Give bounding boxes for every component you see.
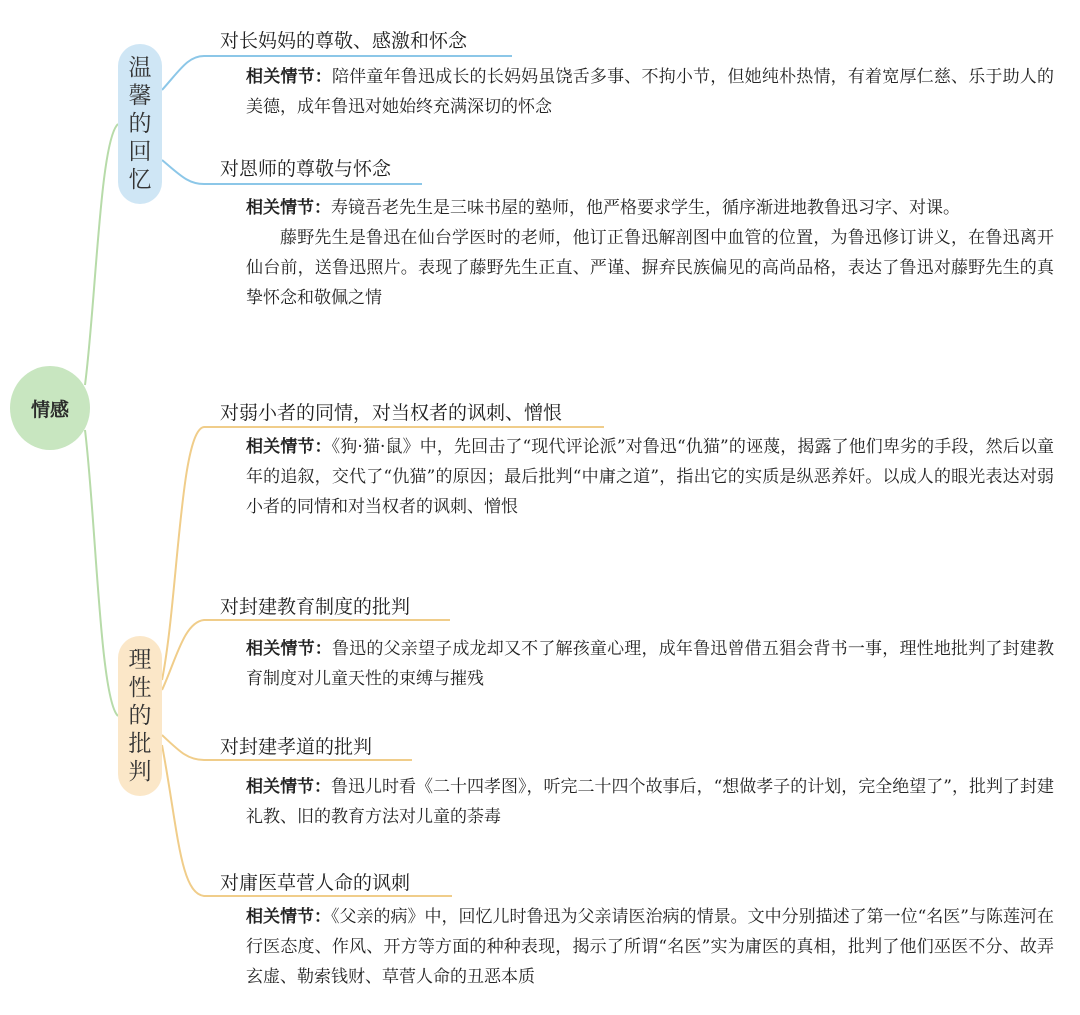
- connector-root-branch-1: [85, 124, 118, 385]
- branch-label-char: 的: [128, 703, 152, 729]
- detail-paragraph: [246, 62, 1054, 122]
- topic-detail: [246, 634, 1054, 694]
- topic-detail: [246, 772, 1054, 832]
- detail-text: 鲁迅的父亲望子成龙却又不了解孩童心理，成年鲁迅曾借五猖会背书一事，理性地批判了封建教育制度对儿童天性的束缚与摧残: [246, 639, 1055, 689]
- branch-label-char: 性: [128, 675, 152, 701]
- detail-text: 陪伴童年鲁迅成长的长妈妈虽饶舌多事、不拘小节，但她纯朴热情，有着宽厚仁慈、乐于助人的美德，成年鲁迅对她始终充满深切的怀念: [246, 67, 1055, 117]
- topic-detail: [246, 432, 1054, 522]
- branch-label-char: 理: [128, 647, 152, 673]
- topic-detail: [246, 62, 1054, 122]
- connector-root-branch-2: [85, 430, 118, 716]
- detail-text: 《父亲的病》中，回忆儿时鲁迅为父亲请医治病的情景。文中分别描述了第一位“名医”与陈莲河在行医态度、作风、开方等方面的种种表现，揭示了所谓“名医”实为庸医的真相，批判了他们巫医不分、故弄玄虚、勒索钱财、草菅人命的丑恶本质: [246, 907, 1054, 987]
- branch-label-char: 的: [128, 111, 152, 137]
- detail-text: 鲁迅儿时看《二十四孝图》，听完二十四个故事后，“想做孝子的计划，完全绝望了”，批判了封建礼教、旧的教育方法对儿童的荼毒: [246, 777, 1054, 827]
- topic-title: 对恩师的尊敬与怀念: [220, 158, 392, 180]
- detail-paragraph: [246, 772, 1054, 832]
- topic-detail: [246, 193, 1054, 313]
- branch-label-char: 忆: [128, 167, 152, 193]
- detail-text: 寿镜吾老先生是三味书屋的塾师，他严格要求学生，循序渐进地教鲁迅习字、对课。: [331, 198, 960, 218]
- detail-label: 相关情节：: [246, 777, 332, 797]
- topic-title: 对长妈妈的尊敬、感激和怀念: [220, 30, 468, 52]
- branch-label-char: 批: [128, 731, 152, 757]
- detail-label: 相关情节：: [246, 437, 332, 457]
- topic-title: 对弱小者的同情，对当权者的讽刺、憎恨: [220, 402, 563, 424]
- topic-title: 对封建教育制度的批判: [220, 596, 411, 618]
- detail-paragraph: [246, 634, 1054, 694]
- branch-warm-memories: [118, 44, 162, 204]
- branch-label-char: 判: [128, 759, 152, 785]
- detail-paragraph: [246, 432, 1054, 522]
- topic-title: 对庸医草菅人命的讽刺: [220, 872, 411, 894]
- detail-label: 相关情节：: [246, 198, 331, 218]
- detail-label: 相关情节：: [246, 907, 332, 927]
- topic-title: 对封建孝道的批判: [220, 736, 373, 758]
- detail-label: 相关情节：: [246, 639, 332, 659]
- detail-label: 相关情节：: [246, 67, 332, 87]
- branch-rational-criticism: [118, 636, 162, 796]
- topic-detail: [246, 902, 1054, 992]
- branch-label-char: 温: [128, 55, 152, 81]
- detail-paragraph: [246, 902, 1054, 992]
- branch-label-char: 回: [128, 139, 152, 165]
- root-label: 情感: [30, 398, 69, 421]
- detail-text: 《狗·猫·鼠》中，先回击了“现代评论派”对鲁迅“仇猫”的诬蔑，揭露了他们卑劣的手段，然后以童年的追叙，交代了“仇猫”的原因；最后批判“中庸之道”，指出它的实质是纵恶养奸。以成人的眼光表达对弱小者的同情和对当权者的讽刺、憎恨: [246, 437, 1054, 517]
- root-node: [10, 366, 90, 450]
- detail-paragraph: [246, 193, 1054, 223]
- detail-paragraph: 藤野先生是鲁迅在仙台学医时的老师，他订正鲁迅解剖图中血管的位置，为鲁迅修订讲义，在鲁迅离开仙台前，送鲁迅照片。表现了藤野先生正直、严谨、摒弃民族偏见的高尚品格，表达了鲁迅对藤野先生的真挚怀念和敬佩之情: [246, 228, 1054, 308]
- branch-label-char: 馨: [128, 83, 152, 109]
